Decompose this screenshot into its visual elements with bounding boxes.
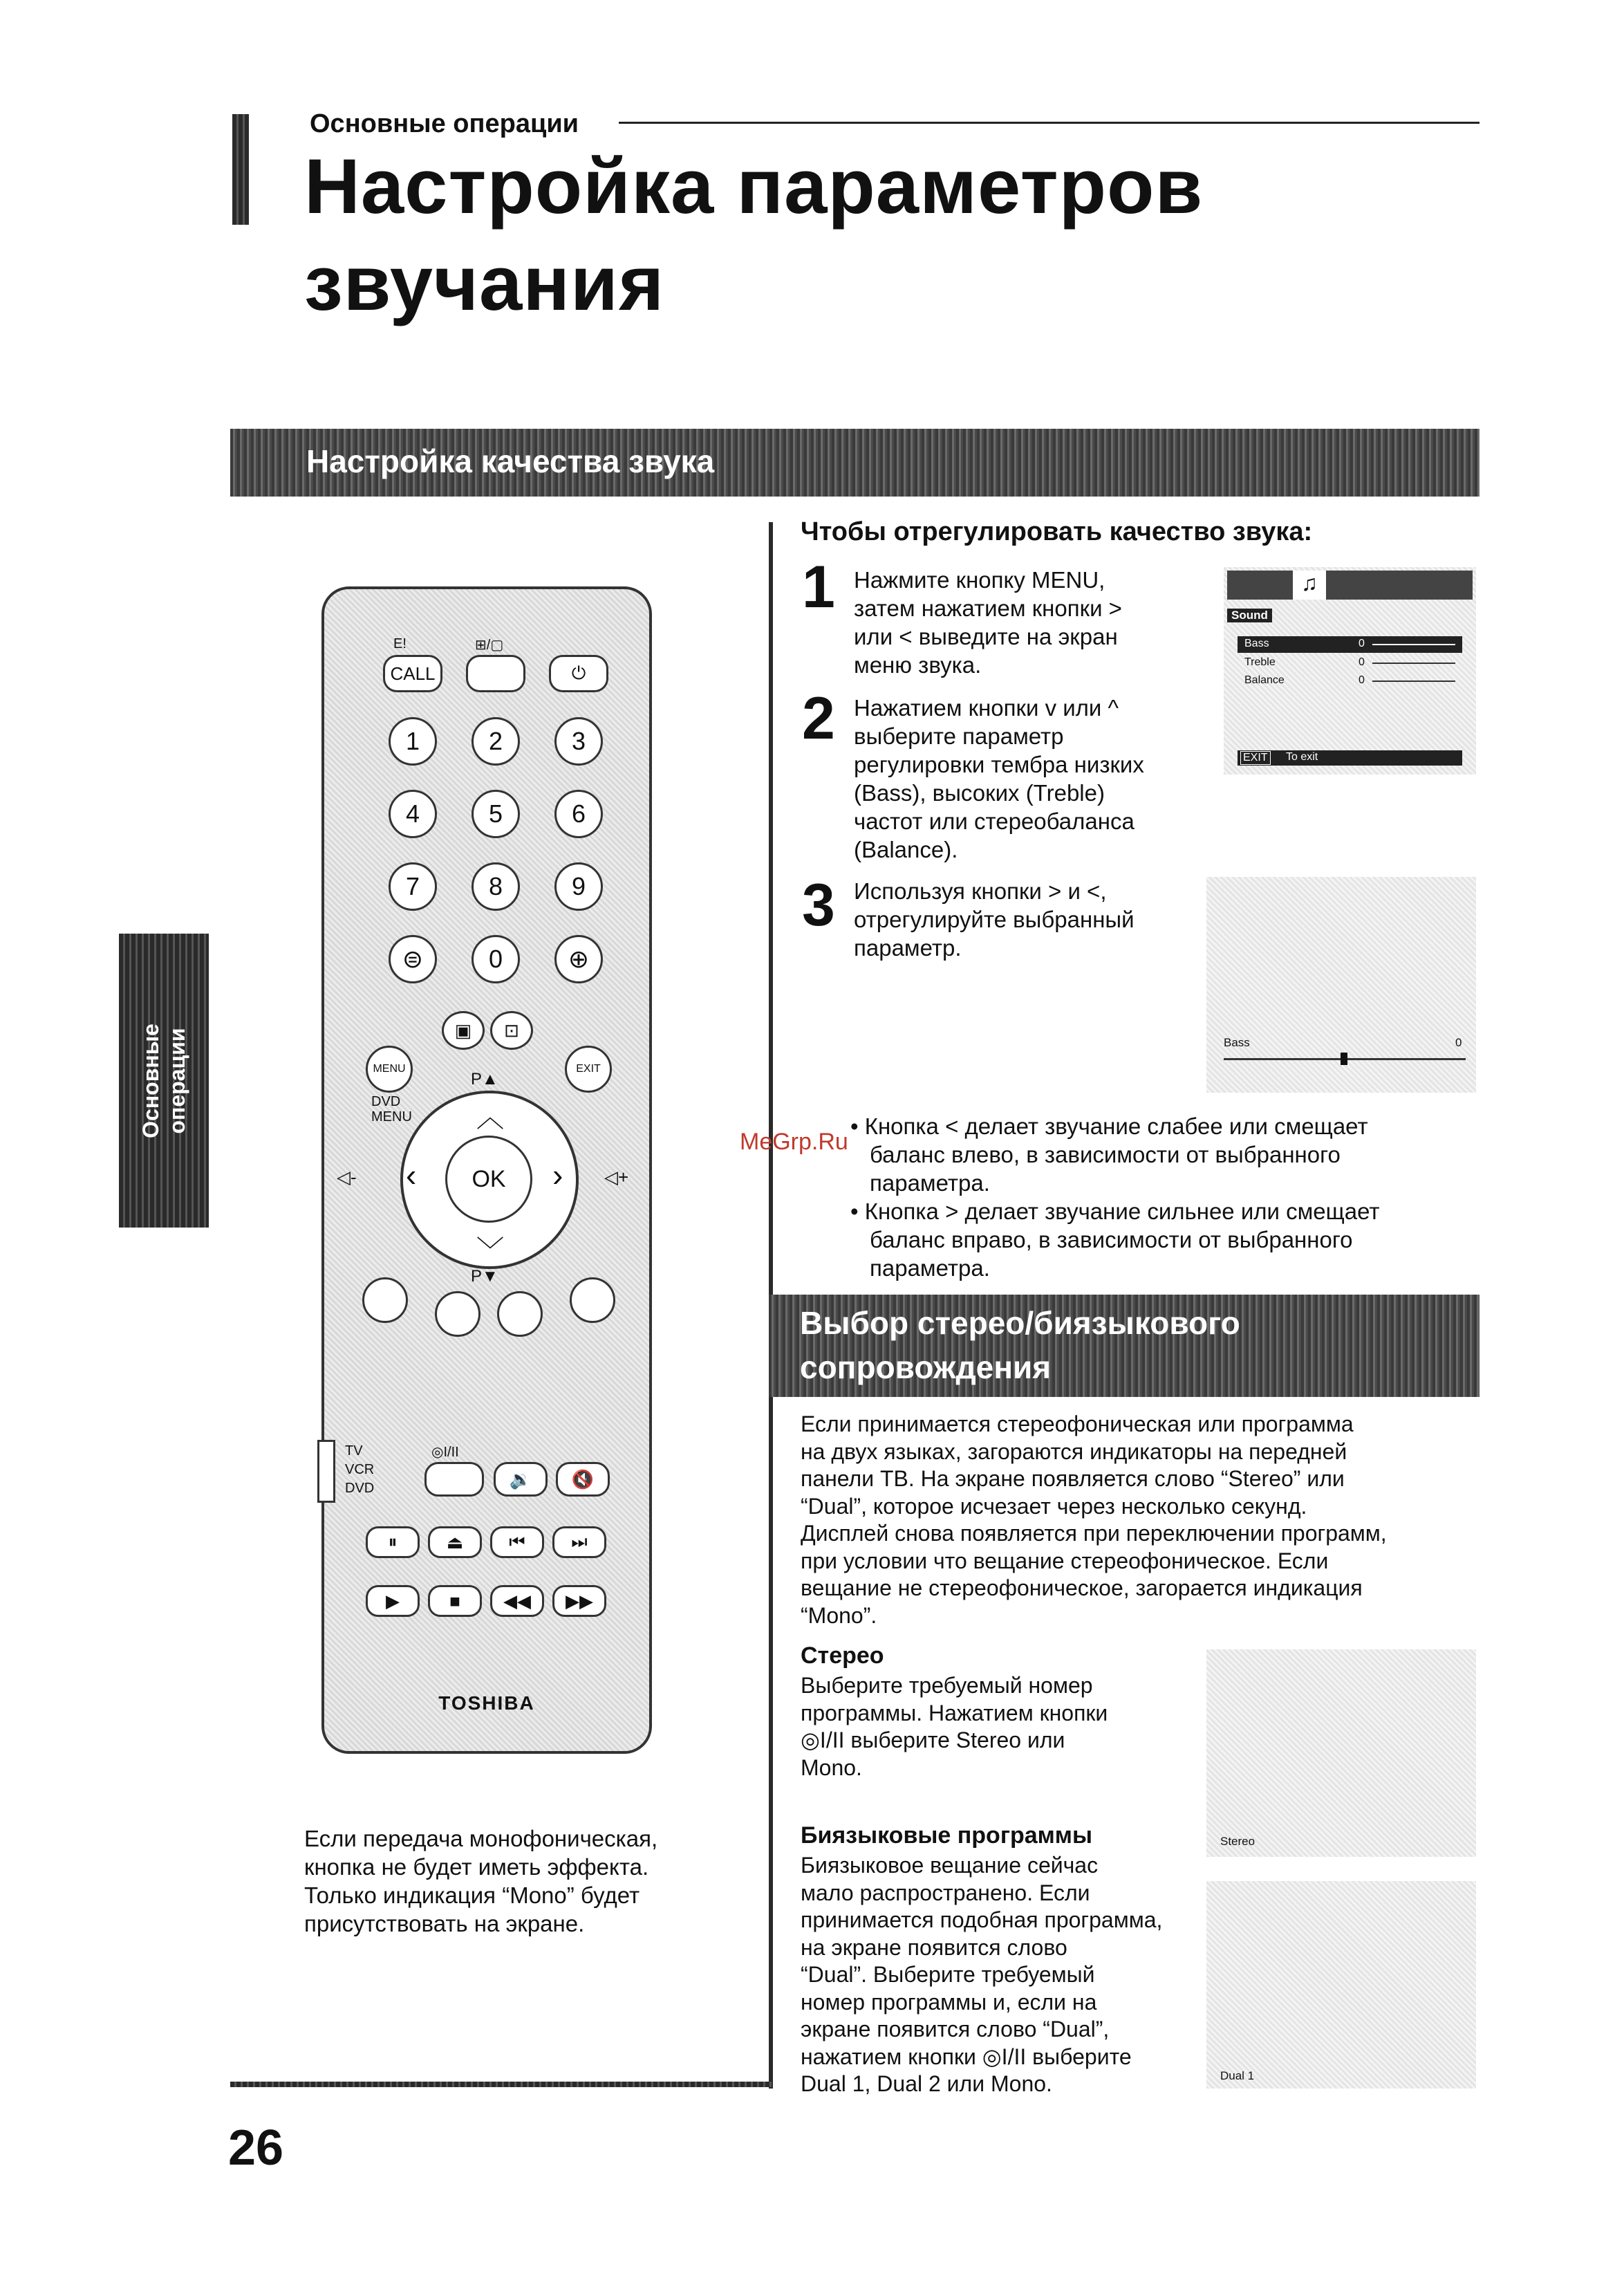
- program-down-label: P▼: [471, 1267, 498, 1286]
- section-band-sound-quality: [230, 429, 1479, 497]
- section-label: Основные операции: [310, 109, 579, 138]
- sound-tab-icon: ♫: [1293, 571, 1326, 600]
- side-tab: [119, 934, 209, 1228]
- bass-value: 0: [1455, 1036, 1462, 1049]
- dual-screen-label: Dual 1: [1220, 2069, 1255, 2082]
- mode-switch[interactable]: [317, 1440, 335, 1503]
- step-2-text: Нажатием кнопки v или ^ выберите параметр регулировки тембра низких (Bass), высоких (Treble) частот или стереобаланса (Balance).: [854, 695, 1144, 862]
- exit-key: EXIT: [1240, 751, 1271, 765]
- skip-back-button[interactable]: ⏮: [490, 1526, 544, 1558]
- header-rule: [619, 122, 1479, 124]
- volume-up-label: ◁+: [604, 1167, 629, 1187]
- bullet-right: • Кнопка > делает звучание сильнее или смещает баланс вправо, в зависимости от выбранного параметра.: [850, 1198, 1380, 1281]
- stereo-screen: [1206, 1649, 1476, 1857]
- pause-button[interactable]: ⏸: [366, 1526, 420, 1558]
- stop-button[interactable]: ■: [428, 1585, 482, 1617]
- power-button[interactable]: [549, 655, 608, 692]
- dvd-menu-label: DVD MENU: [371, 1094, 412, 1124]
- yellow-button[interactable]: [497, 1291, 543, 1337]
- step-2-number: 2: [802, 685, 835, 752]
- number-button-1[interactable]: 1: [389, 717, 437, 766]
- rewind-button[interactable]: ◀◀: [490, 1585, 544, 1617]
- call-button[interactable]: CALL: [383, 655, 442, 692]
- stereo-intro: Если принимается стереофоническая или программа на двух языках, загораются индикаторы на передней панели ТВ. На экране появляется слово “Stereo” или “Dual”, которое исчезает через несколько секунд. Дисплей снова появляется при переключении программ, при условии что вещание стереофоническое. Если вещание не стереофоническое, загорается индикация “Mono”.: [801, 1411, 1387, 1628]
- exit-button[interactable]: EXIT: [565, 1046, 612, 1093]
- mode-vcr-label: VCR: [345, 1462, 375, 1477]
- right-arrow-icon[interactable]: ›: [552, 1157, 563, 1193]
- menu-button[interactable]: MENU: [366, 1046, 413, 1093]
- exit-hint-bar: EXIT To exit: [1238, 750, 1462, 766]
- up-arrow-icon[interactable]: ︿: [476, 1102, 504, 1133]
- number-button-2[interactable]: 2: [472, 717, 520, 766]
- instructions-heading: Чтобы отрегулировать качество звука:: [801, 517, 1313, 546]
- step-3-text: Используя кнопки > и <, отрегулируйте выбранный параметр.: [854, 878, 1135, 961]
- mode-dvd-label: DVD: [345, 1481, 375, 1496]
- header-marker-bar: [232, 114, 249, 225]
- number-button-0[interactable]: 0: [472, 935, 520, 983]
- number-button-3[interactable]: 3: [554, 717, 603, 766]
- menu-icon-bar: [1227, 571, 1473, 600]
- section-band-title: Настройка качества звука: [306, 443, 715, 479]
- surround-button[interactable]: 🔉: [494, 1462, 548, 1497]
- stereo-screen-label: Stereo: [1220, 1835, 1255, 1848]
- dual-sound-button[interactable]: [424, 1462, 484, 1497]
- remote-control: [321, 586, 652, 1754]
- mono-note: Если передача монофоническая, кнопка не будет иметь эффекта. Только индикация “Mono” будет присутствовать на экране.: [304, 1826, 658, 1936]
- step-1-number: 1: [802, 554, 835, 620]
- dual-label: ◎I/II: [431, 1445, 459, 1460]
- page-title-line2: звучания: [304, 240, 665, 326]
- number-button-4[interactable]: 4: [389, 790, 437, 838]
- balance-slider: [1372, 681, 1455, 682]
- mode-tv-label: TV: [345, 1443, 363, 1459]
- number-button-6[interactable]: 6: [554, 790, 603, 838]
- number-button-5[interactable]: 5: [472, 790, 520, 838]
- red-button[interactable]: [362, 1277, 408, 1323]
- page-number: 26: [228, 2120, 284, 2176]
- program-up-label: P▲: [471, 1070, 498, 1089]
- bass-adjust-screen: [1206, 877, 1476, 1093]
- channel-list-button[interactable]: ⊜: [389, 935, 437, 983]
- sound-menu-screen: [1224, 567, 1476, 775]
- treble-slider: [1372, 663, 1455, 664]
- treble-row: Treble 0: [1238, 655, 1462, 672]
- stereo-text: Выберите требуемый номер программы. Нажатием кнопки ◎I/II выберите Stereo или Mono.: [801, 1673, 1108, 1780]
- section-band-stereo-line2: сопровождения: [800, 1349, 1052, 1385]
- ok-button[interactable]: OK: [445, 1136, 532, 1223]
- down-arrow-icon[interactable]: ﹀: [476, 1236, 504, 1266]
- bass-slider: [1372, 644, 1455, 645]
- bass-row: Bass 0: [1238, 636, 1462, 653]
- section-band-stereo-line1: Выбор стерео/биязыкового: [800, 1305, 1240, 1341]
- mix-button[interactable]: [466, 655, 525, 692]
- step-1-text: Нажмите кнопку MENU, затем нажатием кнопки > или < выведите на экран меню звука.: [854, 567, 1122, 678]
- page-title-line1: Настройка параметров: [304, 143, 1204, 230]
- number-button-9[interactable]: 9: [554, 862, 603, 911]
- bass-slider-thumb: [1341, 1053, 1347, 1065]
- picture-size-button[interactable]: ⊡: [490, 1011, 533, 1050]
- stereo-heading: Стерео: [801, 1642, 884, 1669]
- sound-tab-label: Sound: [1227, 609, 1272, 622]
- input-button[interactable]: ⊕: [554, 935, 603, 983]
- left-arrow-icon[interactable]: ‹: [406, 1157, 417, 1193]
- call-icon: E!: [393, 636, 407, 651]
- play-button[interactable]: ▶: [366, 1585, 420, 1617]
- blue-button[interactable]: [570, 1277, 615, 1323]
- balance-row: Balance 0: [1238, 673, 1462, 689]
- number-button-8[interactable]: 8: [472, 862, 520, 911]
- power-icon: ⏻: [571, 663, 586, 683]
- fast-forward-button[interactable]: ▶▶: [552, 1585, 606, 1617]
- volume-down-label: ◁-: [337, 1167, 357, 1187]
- bottom-rule: [230, 2082, 773, 2087]
- mix-icon: ⊞/▢: [475, 638, 504, 653]
- step-3-number: 3: [802, 872, 835, 938]
- eject-button[interactable]: ⏏: [428, 1526, 482, 1558]
- bass-label: Bass: [1224, 1036, 1250, 1049]
- dual-screen: [1206, 1881, 1476, 2089]
- watermark: MeGrp.Ru: [740, 1129, 848, 1155]
- bullet-left: • Кнопка < делает звучание слабее или смещает баланс влево, в зависимости от выбранного параметра.: [850, 1113, 1368, 1196]
- bilingual-heading: Биязыковые программы: [801, 1822, 1092, 1849]
- brand-logo: TOSHIBA: [438, 1692, 535, 1714]
- picture-mode-button[interactable]: ▣: [442, 1011, 485, 1050]
- bilingual-text: Биязыковое вещание сейчас мало распространено. Если принимается подобная программа, на экране появится слово “Dual”. Выберите требуемый номер программы и, если на экране появится слово “Dual”, нажатием кнопки ◎I/II выберите Dual 1, Dual 2 или Mono.: [801, 1853, 1163, 2096]
- section-band-stereo: [769, 1295, 1479, 1397]
- number-button-7[interactable]: 7: [389, 862, 437, 911]
- mute-button[interactable]: 🔇: [556, 1462, 610, 1497]
- green-button[interactable]: [435, 1291, 480, 1337]
- skip-forward-button[interactable]: ⏭: [552, 1526, 606, 1558]
- side-tab-text: Основные операции: [138, 1023, 189, 1138]
